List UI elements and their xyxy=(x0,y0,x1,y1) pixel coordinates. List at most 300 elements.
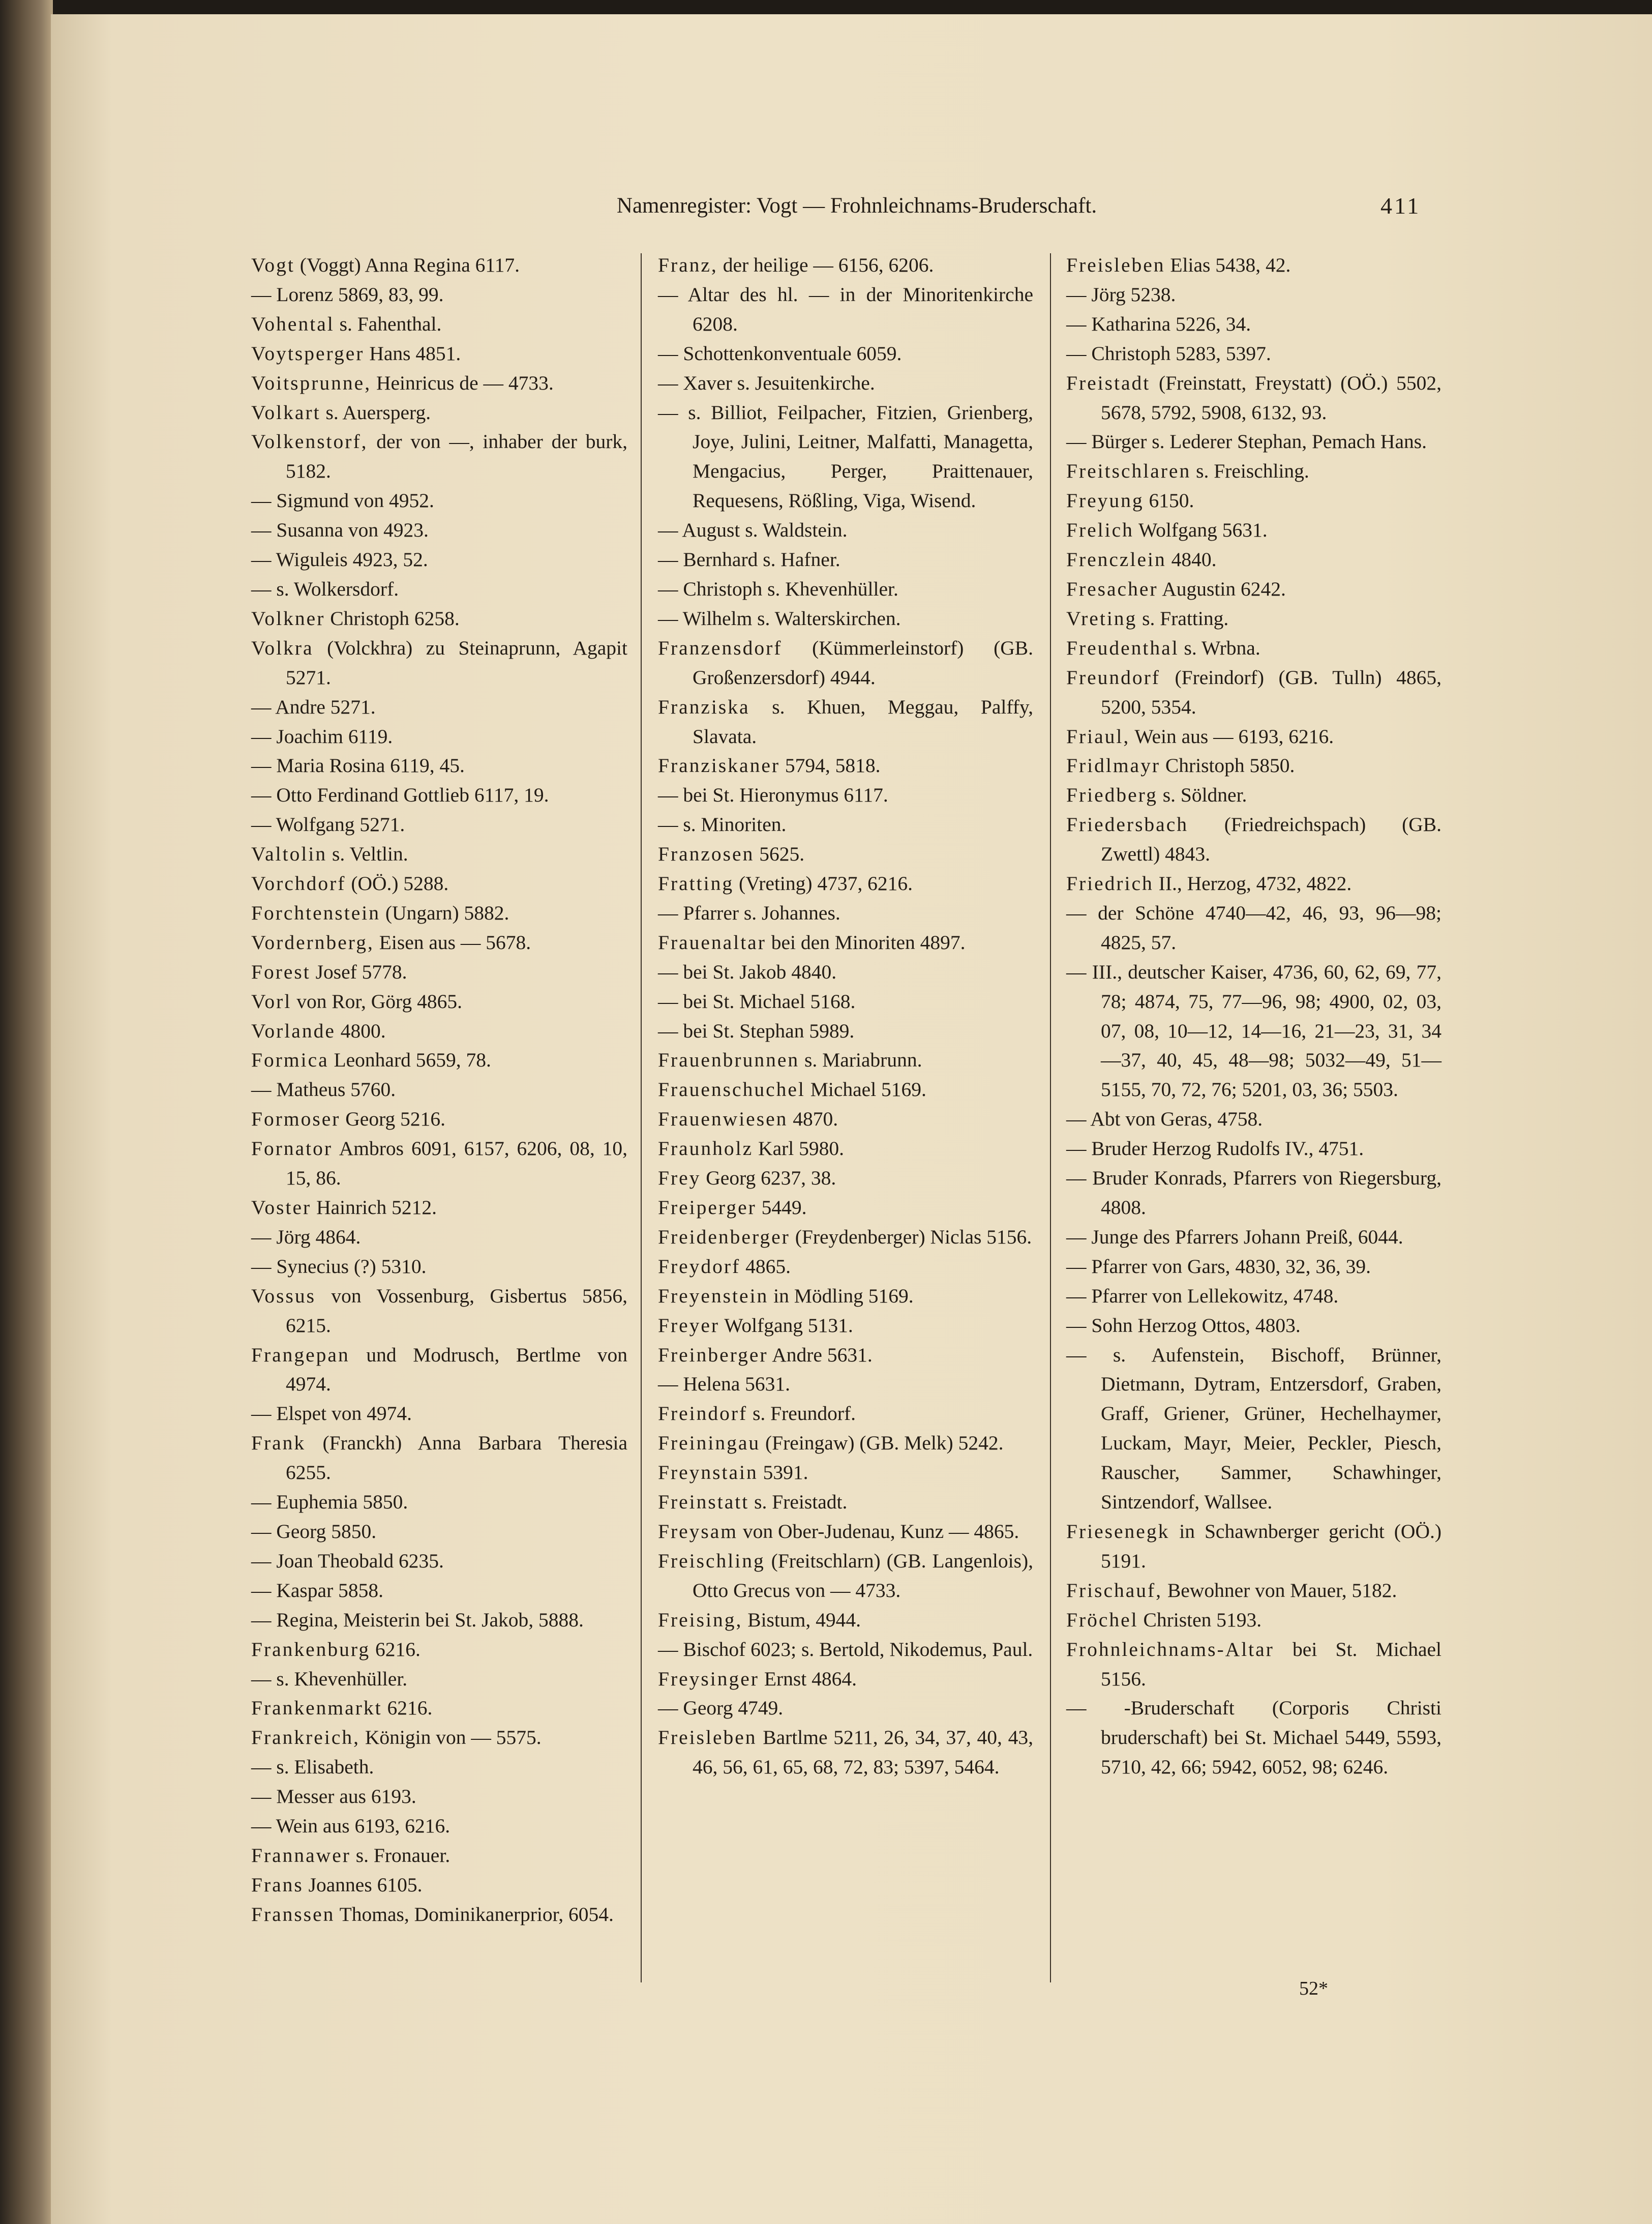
entry-headword: Freynstain xyxy=(658,1461,758,1484)
index-entry xyxy=(251,575,627,604)
index-entry xyxy=(1066,575,1441,604)
page xyxy=(51,14,1652,2224)
index-entry xyxy=(1066,339,1441,369)
index-entry xyxy=(251,810,627,840)
entry-headword: Freyer xyxy=(658,1314,720,1337)
index-entry xyxy=(251,1635,627,1665)
entry-headword: Friedberg xyxy=(1066,784,1158,807)
index-entry xyxy=(658,1399,1033,1429)
entry-text: — Wolfgang 5271. xyxy=(251,813,405,836)
index-entry xyxy=(251,1193,627,1223)
entry-text: Heinricus de — 4733. xyxy=(371,371,554,394)
entry-text: s. Khuen, Meggau, Palffy, Slavata. xyxy=(693,695,1033,748)
entry-text: (Franckh) Anna Barbara Theresia 6255. xyxy=(286,1432,627,1484)
index-entry xyxy=(1066,1606,1441,1635)
entry-headword: Friesenegk xyxy=(1066,1520,1170,1543)
index-entry xyxy=(1066,1134,1441,1164)
entry-headword: Frannawer xyxy=(251,1844,351,1866)
entry-text: 4800. xyxy=(335,1019,386,1042)
entry-text: (Freindorf) (GB. Tulln) 4865, 5200, 5354. xyxy=(1101,666,1441,718)
entry-headword: Vorchdorf xyxy=(251,872,346,895)
entry-headword: Frank xyxy=(251,1432,306,1455)
entry-text: — Pfarrer von Lellekowitz, 4748. xyxy=(1066,1284,1339,1307)
entry-text: — Bruder Herzog Rudolfs IV., 4751. xyxy=(1066,1137,1364,1160)
index-entry xyxy=(1066,280,1441,310)
index-entry xyxy=(1066,958,1441,1105)
entry-text: 5391. xyxy=(758,1461,808,1484)
entry-text: s. Fahenthal. xyxy=(334,312,442,335)
index-entry xyxy=(658,634,1033,693)
index-entry xyxy=(251,958,627,987)
index-entry xyxy=(1066,1164,1441,1223)
entry-text: — Georg 5850. xyxy=(251,1520,377,1543)
index-entry xyxy=(251,1547,627,1576)
column-divider xyxy=(641,253,642,1982)
entry-headword: Forchtenstein xyxy=(251,901,381,924)
index-entry xyxy=(1066,899,1441,958)
index-entry xyxy=(658,1164,1033,1193)
entry-headword: Vordernberg, xyxy=(251,931,374,954)
entry-headword: Freidenberger xyxy=(658,1225,790,1248)
index-entry xyxy=(251,516,627,545)
index-entry xyxy=(1066,810,1441,869)
entry-text: — Christoph s. Khevenhüller. xyxy=(658,577,898,600)
entry-headword: Vorlande xyxy=(251,1019,336,1042)
index-entry xyxy=(251,251,627,280)
entry-text: Bewohner von Mauer, 5182. xyxy=(1162,1579,1397,1602)
entry-text: (OÖ.) 5288. xyxy=(346,872,449,895)
index-entry xyxy=(251,634,627,693)
entry-headword: Franziska xyxy=(658,695,750,718)
entry-text: — Junge des Pfarrers Johann Preiß, 6044. xyxy=(1066,1225,1403,1248)
entry-text: Joannes 6105. xyxy=(303,1873,423,1896)
entry-text: Bartlme 5211, 26, 34, 37, 40, 43, 46, 56, 61, 65, 68, 72, 83; 5397, 5464. xyxy=(693,1726,1033,1778)
index-entry xyxy=(251,398,627,428)
index-entry xyxy=(1066,1282,1441,1311)
index-entry xyxy=(658,1075,1033,1105)
entry-text: s. Veltlin. xyxy=(327,843,408,866)
index-entry xyxy=(251,1341,627,1400)
entry-headword: Freudenthal xyxy=(1066,636,1179,659)
index-entry xyxy=(1066,1223,1441,1252)
entry-text: — Matheus 5760. xyxy=(251,1078,396,1101)
entry-text: Josef 5778. xyxy=(310,960,407,983)
entry-text: II., Herzog, 4732, 4822. xyxy=(1153,872,1352,895)
index-entry xyxy=(251,1252,627,1282)
index-entry xyxy=(658,398,1033,516)
index-entry xyxy=(658,1046,1033,1075)
index-entry xyxy=(658,810,1033,840)
entry-text: s. Freischling. xyxy=(1191,460,1309,483)
index-entry xyxy=(251,369,627,398)
entry-text: und Modrusch, Bertlme von 4974. xyxy=(286,1343,627,1396)
index-entry xyxy=(251,1576,627,1606)
entry-text: Karl 5980. xyxy=(753,1137,844,1160)
index-entry xyxy=(658,958,1033,987)
entry-headword: Fornator xyxy=(251,1137,333,1160)
entry-text: — Wilhelm s. Walterskirchen. xyxy=(658,607,901,630)
entry-headword: Frelich xyxy=(1066,519,1134,542)
entry-text: Christoph 5850. xyxy=(1160,754,1295,777)
entry-text: Bistum, 4944. xyxy=(742,1608,861,1631)
entry-text: Leonhard 5659, 78. xyxy=(328,1049,491,1072)
entry-text: Wein aus — 6193, 6216. xyxy=(1130,725,1334,748)
entry-headword: Fraunholz xyxy=(658,1137,754,1160)
scan-top-border xyxy=(0,0,1652,15)
index-entry xyxy=(251,840,627,869)
entry-text: — Joan Theobald 6235. xyxy=(251,1549,444,1572)
index-entry xyxy=(251,1782,627,1812)
entry-headword: Freyung xyxy=(1066,489,1144,512)
index-entry xyxy=(1066,869,1441,899)
entry-headword: Voster xyxy=(251,1196,312,1219)
entry-headword: Formoser xyxy=(251,1108,341,1131)
entry-text: — bei St. Hieronymus 6117. xyxy=(658,784,888,807)
index-entry xyxy=(658,1488,1033,1517)
entry-text: — Pfarrer von Gars, 4830, 32, 36, 39. xyxy=(1066,1255,1371,1278)
entry-headword: Voitsprunne, xyxy=(251,371,372,394)
entry-text: Elias 5438, 42. xyxy=(1165,254,1291,276)
entry-text: — bei St. Michael 5168. xyxy=(658,990,856,1013)
entry-text: der heilige — 6156, 6206. xyxy=(717,254,934,276)
entry-headword: Fridlmayr xyxy=(1066,754,1160,777)
entry-headword: Frauenbrunnen xyxy=(658,1049,800,1072)
entry-text: (Freingaw) (GB. Melk) 5242. xyxy=(760,1432,1004,1455)
entry-text: — Kaspar 5858. xyxy=(251,1579,383,1602)
entry-headword: Friedersbach xyxy=(1066,813,1188,836)
entry-text: s. Söldner. xyxy=(1157,784,1247,807)
entry-text: von Ror, Görg 4865. xyxy=(291,990,462,1013)
entry-headword: Freitschlaren xyxy=(1066,460,1191,483)
entry-text: (Volckhra) zu Steinaprunn, Agapit 5271. xyxy=(286,636,627,689)
entry-headword: Vossus xyxy=(251,1284,316,1307)
entry-headword: Frauenschuchel xyxy=(658,1078,805,1101)
index-entry xyxy=(1066,516,1441,545)
entry-headword: Volkra xyxy=(251,636,314,659)
entry-text: 4865. xyxy=(740,1255,791,1278)
entry-headword: Frohnleichnams-Altar xyxy=(1066,1638,1274,1660)
index-entry xyxy=(251,899,627,928)
index-column-1 xyxy=(251,251,627,1930)
entry-text: 6150. xyxy=(1144,489,1194,512)
entry-text: s. Wrbna. xyxy=(1179,636,1260,659)
entry-headword: Volkenstorf, xyxy=(251,430,368,453)
entry-text: (Ungarn) 5882. xyxy=(380,901,509,924)
entry-text: — Sohn Herzog Ottos, 4803. xyxy=(1066,1314,1301,1337)
entry-text: — Schottenkonventuale 6059. xyxy=(658,342,902,365)
entry-headword: Freistadt xyxy=(1066,371,1151,394)
index-entry xyxy=(251,1075,627,1105)
index-entry xyxy=(251,1841,627,1871)
index-entry xyxy=(251,1753,627,1782)
index-entry xyxy=(251,1606,627,1635)
index-entry xyxy=(251,987,627,1017)
entry-headword: Freysinger xyxy=(658,1667,759,1690)
index-entry xyxy=(658,1723,1033,1782)
index-entry xyxy=(251,1134,627,1193)
entry-headword: Frankenmarkt xyxy=(251,1697,382,1719)
index-entry xyxy=(658,1429,1033,1458)
index-entry xyxy=(251,1399,627,1429)
entry-text: — Elspet von 4974. xyxy=(251,1402,412,1425)
entry-headword: Formica xyxy=(251,1049,329,1072)
entry-headword: Frankreich, xyxy=(251,1726,360,1749)
entry-text: bei den Minoriten 4897. xyxy=(766,931,966,954)
entry-headword: Forest xyxy=(251,960,311,983)
entry-headword: Freisleben xyxy=(1066,254,1165,276)
entry-text: 5625. xyxy=(754,843,805,866)
index-entry xyxy=(1066,781,1441,810)
entry-text: von Vossenburg, Gisbertus 5856, 6215. xyxy=(286,1284,627,1337)
entry-text: Christoph 6258. xyxy=(325,607,460,630)
entry-text: — Pfarrer s. Johannes. xyxy=(658,901,840,924)
index-entry xyxy=(1066,545,1441,575)
entry-headword: Freinstatt xyxy=(658,1491,749,1514)
entry-text: — Joachim 6119. xyxy=(251,725,393,748)
index-entry xyxy=(658,928,1033,958)
entry-text: Georg 5216. xyxy=(340,1108,446,1131)
entry-text: — s. Khevenhüller. xyxy=(251,1667,408,1690)
index-entry xyxy=(658,369,1033,398)
entry-text: — Georg 4749. xyxy=(658,1697,784,1719)
entry-headword: Voytsperger xyxy=(251,342,365,365)
index-entry xyxy=(1066,486,1441,516)
index-entry xyxy=(251,486,627,516)
entry-text: — Wein aus 6193, 6216. xyxy=(251,1815,450,1837)
entry-text: 5449. xyxy=(756,1196,807,1219)
index-entry xyxy=(1066,1635,1441,1694)
index-entry xyxy=(658,1341,1033,1370)
index-entry xyxy=(251,1871,627,1900)
index-entry xyxy=(251,1223,627,1252)
book-binding-edge xyxy=(0,0,53,2224)
entry-text: — Otto Ferdinand Gottlieb 6117, 19. xyxy=(251,784,549,807)
index-column-3 xyxy=(1066,251,1441,1782)
entry-text: — Bernhard s. Hafner. xyxy=(658,548,840,571)
entry-text: — Susanna von 4923. xyxy=(251,519,429,542)
entry-headword: Frischauf, xyxy=(1066,1579,1163,1602)
index-entry xyxy=(1066,1311,1441,1341)
index-entry xyxy=(1066,1694,1441,1782)
entry-text: — Euphemia 5850. xyxy=(251,1491,408,1514)
entry-headword: Freindorf xyxy=(658,1402,748,1425)
index-entry xyxy=(251,1105,627,1134)
index-entry xyxy=(1066,1576,1441,1606)
index-entry xyxy=(1066,369,1441,428)
entry-headword: Vohental xyxy=(251,312,335,335)
index-column-2 xyxy=(658,251,1033,1782)
index-entry xyxy=(658,280,1033,339)
entry-headword: Freiperger xyxy=(658,1196,757,1219)
index-entry xyxy=(658,1370,1033,1399)
entry-headword: Fröchel xyxy=(1066,1608,1138,1631)
entry-text: — Andre 5271. xyxy=(251,695,376,718)
entry-headword: Franzosen xyxy=(658,843,755,866)
entry-headword: Volkner xyxy=(251,607,325,630)
entry-headword: Franzensdorf xyxy=(658,636,783,659)
entry-text: — Xaver s. Jesuitenkirche. xyxy=(658,371,875,394)
index-entry xyxy=(658,987,1033,1017)
index-entry xyxy=(1066,663,1441,722)
entry-headword: Vogt xyxy=(251,254,295,276)
index-entry xyxy=(1066,722,1441,752)
index-entry xyxy=(658,869,1033,899)
entry-text: — Christoph 5283, 5397. xyxy=(1066,342,1271,365)
index-entry xyxy=(658,545,1033,575)
index-entry xyxy=(251,1665,627,1694)
entry-headword: Franziskaner xyxy=(658,754,780,777)
index-entry xyxy=(658,1458,1033,1488)
entry-text: in Mödling 5169. xyxy=(768,1284,914,1307)
index-entry xyxy=(658,693,1033,752)
entry-text: Andre 5631. xyxy=(768,1343,873,1366)
index-entry xyxy=(251,604,627,634)
entry-text: — s. Minoriten. xyxy=(658,813,787,836)
entry-text: s. Fratting. xyxy=(1137,607,1229,630)
entry-text: — s. Wolkersdorf. xyxy=(251,577,399,600)
index-entry xyxy=(251,722,627,752)
index-entry xyxy=(658,1547,1033,1606)
entry-text: s. Freistadt. xyxy=(749,1491,848,1514)
entry-text: — Bruder Konrads, Pfarrers von Riegersburg, 4808. xyxy=(1066,1167,1441,1219)
index-entry xyxy=(1066,604,1441,634)
entry-headword: Volkart xyxy=(251,401,321,424)
entry-headword: Franz, xyxy=(658,254,718,276)
index-entry xyxy=(658,516,1033,545)
index-entry xyxy=(1066,1252,1441,1282)
index-entry xyxy=(658,1694,1033,1723)
index-entry xyxy=(1066,251,1441,280)
entry-text: in Schawnberger gericht (OÖ.) 5191. xyxy=(1101,1520,1441,1572)
entry-text: — s. Elisabeth. xyxy=(251,1756,374,1778)
entry-text: — Helena 5631. xyxy=(658,1373,790,1396)
entry-text: — Jörg 4864. xyxy=(251,1225,361,1248)
entry-text: — III., deutscher Kaiser, 4736, 60, 62, 69, 77, 78; 4874, 75, 77—96, 98; 4900, 02, 03, 07, 08, 10—12, 14—16, 21—23, 31, 34—37, 40, 45, 48—98; 5032—49, 51—5155, 70, 72, 76; 5201, 03, 36; 5503. xyxy=(1066,960,1441,1101)
entry-text: — Katharina 5226, 34. xyxy=(1066,312,1251,335)
entry-headword: Freysam xyxy=(658,1520,738,1543)
entry-text: bei St. Michael 5156. xyxy=(1101,1638,1441,1690)
entry-text: — Regina, Meisterin bei St. Jakob, 5888. xyxy=(251,1608,584,1631)
index-entry xyxy=(658,1105,1033,1134)
index-entry xyxy=(251,339,627,369)
index-entry xyxy=(658,840,1033,869)
index-entry xyxy=(1066,1517,1441,1576)
entry-headword: Frauenaltar xyxy=(658,931,766,954)
entry-text: (Freitschlarn) (GB. Langenlois), Otto Grecus von — 4733. xyxy=(693,1549,1033,1602)
entry-text: 6216. xyxy=(382,1697,433,1719)
index-entry xyxy=(251,1694,627,1723)
entry-text: s. Freundorf. xyxy=(747,1402,856,1425)
index-entry xyxy=(658,575,1033,604)
index-entry xyxy=(251,1017,627,1046)
entry-text: Eisen aus — 5678. xyxy=(374,931,531,954)
entry-text: s. Fronauer. xyxy=(350,1844,450,1866)
entry-headword: Fratting xyxy=(658,872,734,895)
entry-text: — Maria Rosina 6119, 45. xyxy=(251,754,465,777)
entry-text: 5794, 5818. xyxy=(780,754,881,777)
entry-text: (Friedreichspach) (GB. Zwettl) 4843. xyxy=(1101,813,1441,866)
entry-text: Hainrich 5212. xyxy=(311,1196,437,1219)
index-entry xyxy=(251,1900,627,1930)
index-entry xyxy=(658,251,1033,280)
index-entry xyxy=(658,1134,1033,1164)
index-entry xyxy=(658,604,1033,634)
entry-text: — Synecius (?) 5310. xyxy=(251,1255,427,1278)
running-header: Namenregister: Vogt — Frohnleichnams-Bruderschaft. xyxy=(616,194,1097,218)
entry-text: — der Schöne 4740—42, 46, 93, 96—98; 4825, 57. xyxy=(1066,901,1441,954)
entry-headword: Friaul, xyxy=(1066,725,1130,748)
index-entry xyxy=(1066,310,1441,339)
index-entry xyxy=(251,1517,627,1547)
entry-text: — s. Aufenstein, Bischoff, Brünner, Dietmann, Dytram, Entzersdorf, Graben, Graff, Griener, Grüner, Hechelhaymer, Luckam, Mayr, Meier, Peckler, Piesch, Rauscher, Sammer, Schawhinger, Sintzendorf, Wallsee. xyxy=(1066,1343,1441,1514)
entry-text: — Jörg 5238. xyxy=(1066,283,1176,306)
entry-headword: Freyenstein xyxy=(658,1284,769,1307)
index-entry xyxy=(1066,1341,1441,1517)
entry-text: — Lorenz 5869, 83, 99. xyxy=(251,283,444,306)
entry-text: (Freinstatt, Freystatt) (OÖ.) 5502, 5678, 5792, 5908, 6132, 93. xyxy=(1101,371,1441,424)
entry-headword: Frauenwiesen xyxy=(658,1108,788,1131)
index-entry xyxy=(658,1606,1033,1635)
entry-headword: Freinberger xyxy=(658,1343,768,1366)
entry-text: von Ober-Judenau, Kunz — 4865. xyxy=(738,1520,1019,1543)
entry-text: — Altar des hl. — in der Minoritenkirche 6208. xyxy=(658,283,1033,335)
entry-text: — s. Billiot, Feilpacher, Fitzien, Grienberg, Joye, Julini, Leitner, Malfatti, Managetta, Mengacius, Perger, Praittenauer, Requesens, Rößling, Viga, Wisend. xyxy=(658,401,1033,512)
entry-text: — Abt von Geras, 4758. xyxy=(1066,1108,1263,1131)
index-entry xyxy=(251,427,627,486)
entry-text: 4840. xyxy=(1166,548,1217,571)
index-entry xyxy=(1066,751,1441,781)
index-entry xyxy=(251,310,627,339)
entry-headword: Vreting xyxy=(1066,607,1137,630)
entry-headword: Franssen xyxy=(251,1903,335,1925)
index-entry xyxy=(658,339,1033,369)
index-entry xyxy=(251,1429,627,1488)
entry-headword: Freischling xyxy=(658,1549,765,1572)
index-entry xyxy=(658,781,1033,810)
entry-headword: Freydorf xyxy=(658,1255,741,1278)
entry-text: der von —, inhaber der burk, 5182. xyxy=(286,430,627,483)
index-entry xyxy=(658,751,1033,781)
entry-text: Hans 4851. xyxy=(364,342,461,365)
entry-text: 6216. xyxy=(370,1638,420,1660)
index-entry xyxy=(251,928,627,958)
index-entry xyxy=(658,1193,1033,1223)
entry-text: s. Mariabrunn. xyxy=(799,1049,922,1072)
index-entry xyxy=(1066,427,1441,457)
index-entry xyxy=(251,693,627,722)
entry-text: Michael 5169. xyxy=(805,1078,926,1101)
entry-headword: Frankenburg xyxy=(251,1638,371,1660)
index-entry xyxy=(1066,1105,1441,1134)
entry-headword: Freundorf xyxy=(1066,666,1160,689)
page-number: 411 xyxy=(1380,193,1421,219)
entry-text: (Freydenberger) Niclas 5156. xyxy=(790,1225,1032,1248)
column-divider xyxy=(1050,253,1051,1982)
index-entry xyxy=(658,1282,1033,1311)
entry-headword: Valtolin xyxy=(251,843,327,866)
entry-text: (Kümmerleinstorf) (GB. Großenzersdorf) 4944. xyxy=(693,636,1033,689)
entry-text: Ambros 6091, 6157, 6206, 08, 10, 15, 86. xyxy=(286,1137,627,1190)
index-entry xyxy=(658,899,1033,928)
entry-text: — Bürger s. Lederer Stephan, Pemach Hans. xyxy=(1066,430,1427,453)
entry-headword: Freisleben xyxy=(658,1726,757,1749)
entry-text: — Messer aus 6193. xyxy=(251,1785,416,1808)
index-entry xyxy=(658,1517,1033,1547)
index-entry xyxy=(251,1488,627,1517)
entry-text: Georg 6237, 38. xyxy=(701,1167,836,1190)
index-entry xyxy=(658,1252,1033,1282)
index-entry xyxy=(658,1665,1033,1694)
